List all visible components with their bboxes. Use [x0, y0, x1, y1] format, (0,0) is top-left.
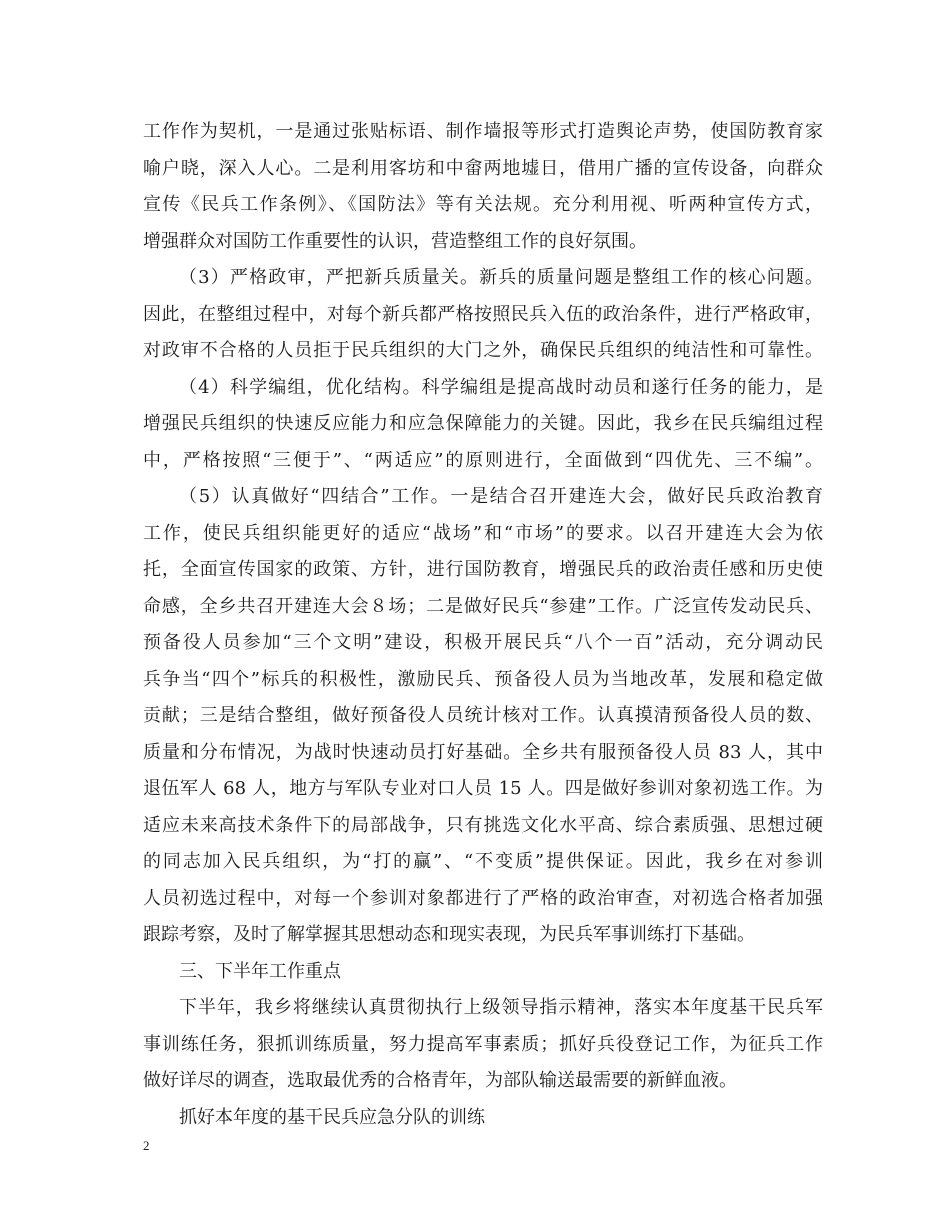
text-line: 事训练任务，狠抓训练质量，努力提高军事素质；抓好兵役登记工作，为征兵工作	[143, 1033, 823, 1055]
text-line: （5）认真做好“四结合”工作。一是结合召开建连大会，做好民兵政治教育	[179, 486, 823, 507]
page-number: 2	[143, 1138, 150, 1153]
text-line: 预备役人员参加“三个文明”建设，积极开展民兵“八个一百”活动，充分调动民	[143, 632, 823, 653]
text-line: 托，全面宣传国家的政策、方针，进行国防教育，增强民兵的政治责任感和历史使	[143, 559, 823, 580]
text-line: 做好详尽的调查，选取最优秀的合格青年，为部队输送最需要的新鲜血液。	[143, 1070, 737, 1091]
text-line: 命感，全乡共召开建连大会８场；二是做好民兵“参建”工作。广泛宣传发动民兵、	[143, 595, 823, 617]
text-line: 增强民兵组织的快速反应能力和应急保障能力的关键。因此，我乡在民兵编组过程	[143, 413, 823, 434]
text-line: 增强群众对国防工作重要性的认识，营造整组工作的良好氛围。	[143, 230, 647, 252]
text-line: 中，严格按照“三便于”、“两适应”的原则进行，全面做到“四优先、三不编”。	[143, 449, 823, 471]
text-line: 宣传《民兵工作条例》、《国防法》等有关法规。充分利用视、听两种宣传方式，	[143, 194, 823, 215]
text-line: 退伍军人 68 人，地方与军队专业对口人员 15 人。四是做好参训对象初选工作。为	[143, 778, 823, 799]
text-line: 人员初选过程中，对每一个参训对象都进行了严格的政治审查，对初选合格者加强	[143, 887, 823, 909]
text-line: 工作，使民兵组织能更好的适应“战场”和“市场”的要求。以召开建连大会为依	[143, 522, 823, 544]
text-line: 喻户晓，深入人心。二是利用客坊和中畲两地墟日，借用广播的宣传设备，向群众	[143, 157, 823, 179]
text-line: 适应未来高技术条件下的局部战争，只有挑选文化水平高、综合素质强、思想过硬	[143, 814, 823, 836]
text-line: 抓好本年度的基干民兵应急分队的训练	[179, 1106, 485, 1128]
text-line: 兵争当“四个”标兵的积极性，激励民兵、预备役人员为当地改革，发展和稳定做	[143, 668, 823, 690]
text-line: 工作作为契机，一是通过张贴标语、制作墙报等形式打造舆论声势，使国防教育家	[143, 121, 823, 142]
text-line: （4）科学编组，优化结构。科学编组是提高战时动员和遂行任务的能力，是	[179, 376, 823, 398]
text-line: 对政审不合格的人员拒于民兵组织的大门之外，确保民兵组织的纯洁性和可靠性。	[143, 340, 823, 361]
section-heading: 三、下半年工作重点	[179, 960, 341, 982]
text-line: 质量和分布情况，为战时快速动员打好基础。全乡共有服预备役人员 83 人，其中	[143, 741, 823, 763]
text-line: 的同志加入民兵组织，为“打的赢”、“不变质”提供保证。因此，我乡在对参训	[143, 851, 823, 872]
text-line: 跟踪考察，及时了解掌握其思想动态和现实表现，为民兵军事训练打下基础。	[143, 924, 755, 945]
text-line: （3）严格政审，严把新兵质量关。新兵的质量问题是整组工作的核心问题。	[179, 267, 823, 288]
text-line: 因此，在整组过程中，对每个新兵都严格按照民兵入伍的政治条件，进行严格政审，	[143, 303, 823, 325]
text-line: 下半年，我乡将继续认真贯彻执行上级领导指示精神，落实本年度基干民兵军	[179, 997, 823, 1018]
text-line: 贡献；三是结合整组，做好预备役人员统计核对工作。认真摸清预备役人员的数、	[143, 705, 823, 726]
document-body	[143, 114, 823, 1136]
